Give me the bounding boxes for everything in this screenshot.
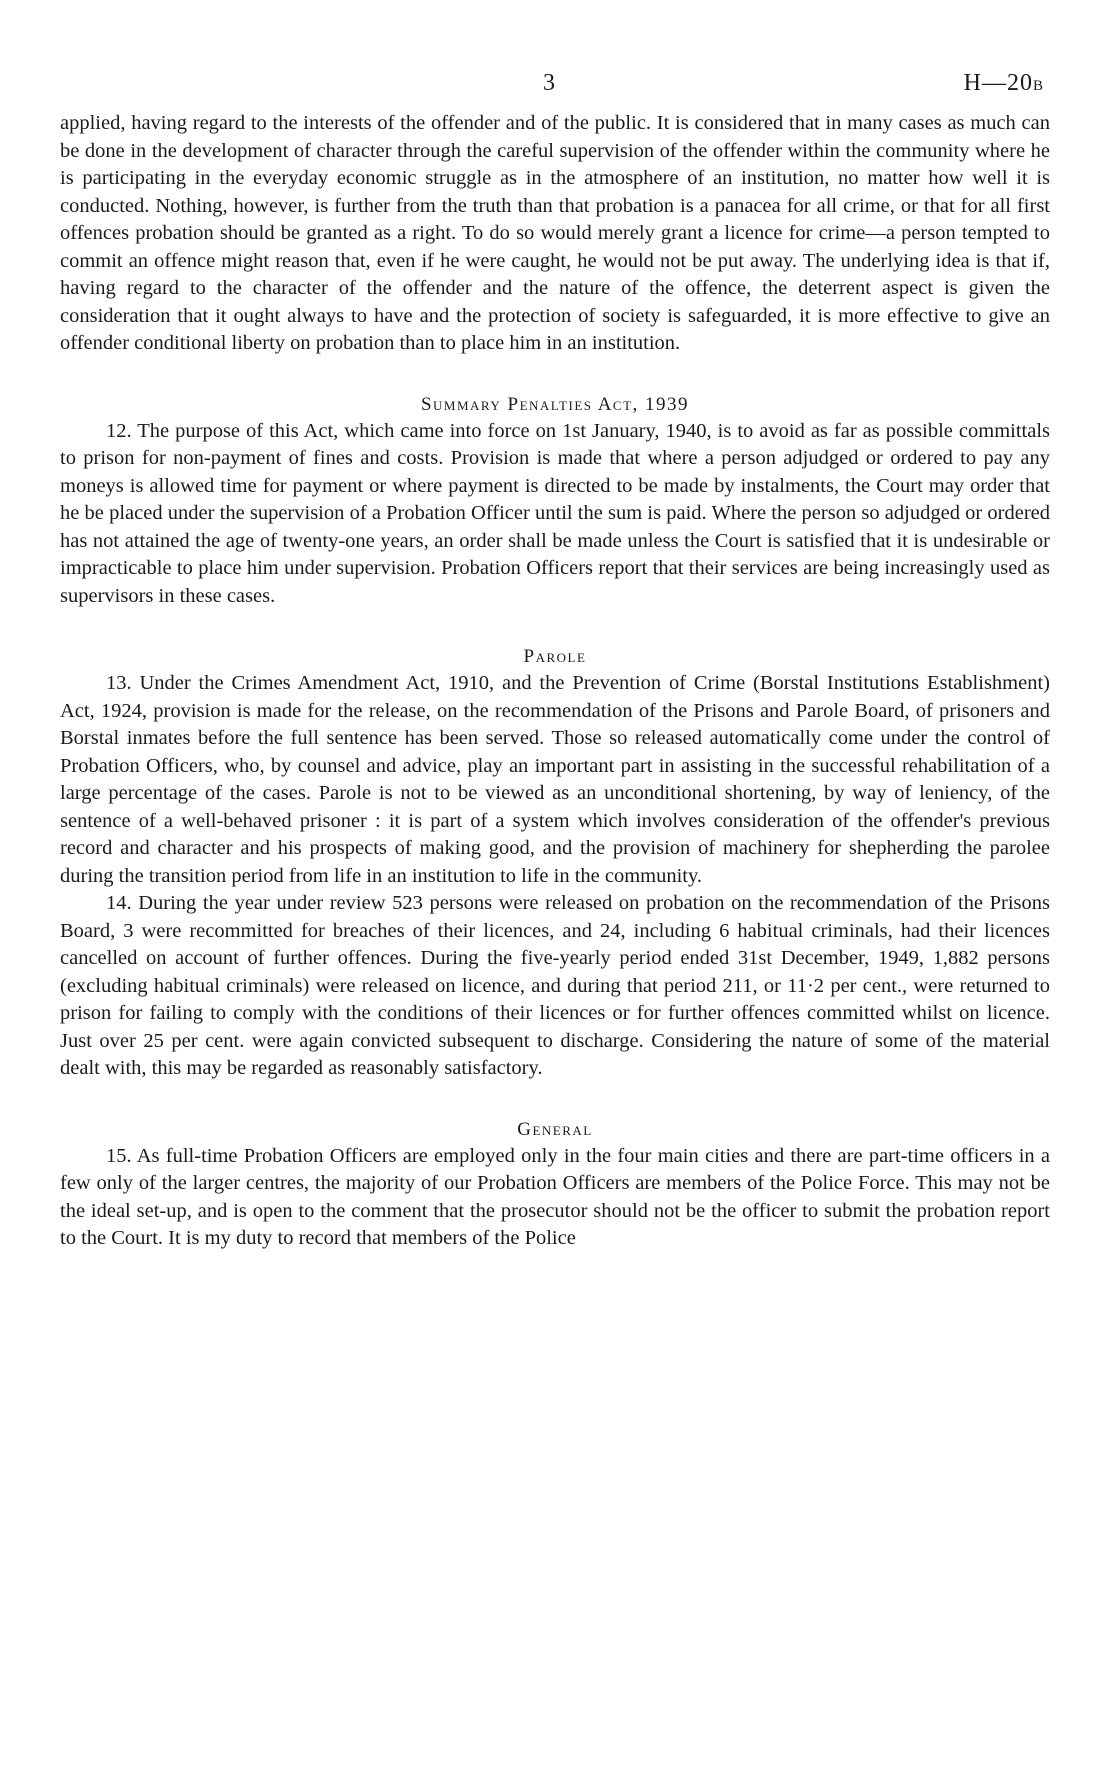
paragraph-15: 15. As full-time Probation Officers are employed only in the four main cities and there are part-time officers in a few only of the larger centres, the majority of our Probation Officers are members of the Police Force. This may not be the ideal set-up, and is open to the comment that the prosecutor should not be the officer to submit the probation report to the Court. It is my duty to record that members of the Police <box>60 1144 1050 1249</box>
document-reference-main: H—20 <box>963 70 1033 96</box>
intro-paragraph: applied, having regard to the interests of the offender and of the public. It is considered that in many cases as much can be done in the development of character through the careful supervision of the offender within the community where he is participating in the everyday economic struggle as in the atmosphere of an institution, no matter how well it is conducted. Nothing, however, is further from the truth than that probation is a panacea for all crime, or that for all first offences probation should be granted as a right. To do so would merely grant a licence for crime—a person tempted to commit an offence might reason that, even if he were caught, he would not be put away. The underlying idea is that if, having regard to the character of the offender and the nature of the offence, the deterrent aspect is given the consideration that it ought always to have and the protection of society is safeguarded, it is more effective to give an offender conditional liberty on probation than to place him in an institution. <box>60 112 1050 354</box>
document-page <box>60 70 1050 1253</box>
section-spacer <box>60 358 1050 391</box>
paragraph-13: 13. Under the Crimes Amendment Act, 1910, and the Prevention of Crime (Borstal Institutions Establishment) Act, 1924, provision is made for the release, on the recommendation of the Prisons and Parole Board, of prisoners and Borstal inmates before the full sentence has been served. Those so released automatically come under the control of Probation Officers, who, by counsel and advice, play an important part in assisting in the successful rehabilitation of a large percentage of the cases. Parole is not to be viewed as an unconditional shortening, by way of leniency, of the sentence of a well-behaved prisoner : it is part of a system which involves consideration of the offender's previous record and character and his prospects of making good, and the provision of machinery for shepherding the parolee during the transition period from life in an institution to life in the community. <box>60 672 1050 887</box>
section-heading-parole: Parole <box>523 646 587 667</box>
paragraph-12: 12. The purpose of this Act, which came into force on 1st January, 1940, is to avoid as far as possible committals to prison for non-payment of fines and costs. Provision is made that where a person adjudged or ordered to pay any moneys is allowed time for payment or where payment is directed to be made by instalments, the Court may order that he be placed under the supervision of a Probation Officer until the sum is paid. Where the person so adjudged or ordered has not attained the age of twenty-one years, an order shall be made unless the Court is satisfied that it is undesirable or impracticable to place him under supervision. Probation Officers report that their services are being increasingly used as supervisors in these cases. <box>60 419 1050 607</box>
page-header <box>60 70 1050 110</box>
paragraph-14: 14. During the year under review 523 persons were released on probation on the recommendation of the Prisons Board, 3 were recommitted for breaches of their licences, and 24, including 6 habitual criminals, had their licences cancelled on account of further offences. During the five-yearly period ended 31st December, 1949, 1,882 persons (excluding habitual criminals) were released on licence, and during that period 211, or 11·2 per cent., were returned to prison for failing to comply with the conditions of their licences or for further offences committed whilst on licence. Just over 25 per cent. were again convicted subsequent to discharge. Considering the nature of some of the material dealt with, this may be regarded as reasonably satisfactory. <box>60 892 1050 1079</box>
section-spacer <box>60 610 1050 643</box>
document-reference-suffix: B <box>1032 78 1044 94</box>
document-reference <box>964 70 1044 97</box>
page-number: 3 <box>543 70 555 96</box>
section-heading-summary-penalties: Summary Penalties Act, 1939 <box>420 393 690 415</box>
section-heading-general: General <box>517 1118 593 1140</box>
section-spacer <box>60 1083 1050 1116</box>
